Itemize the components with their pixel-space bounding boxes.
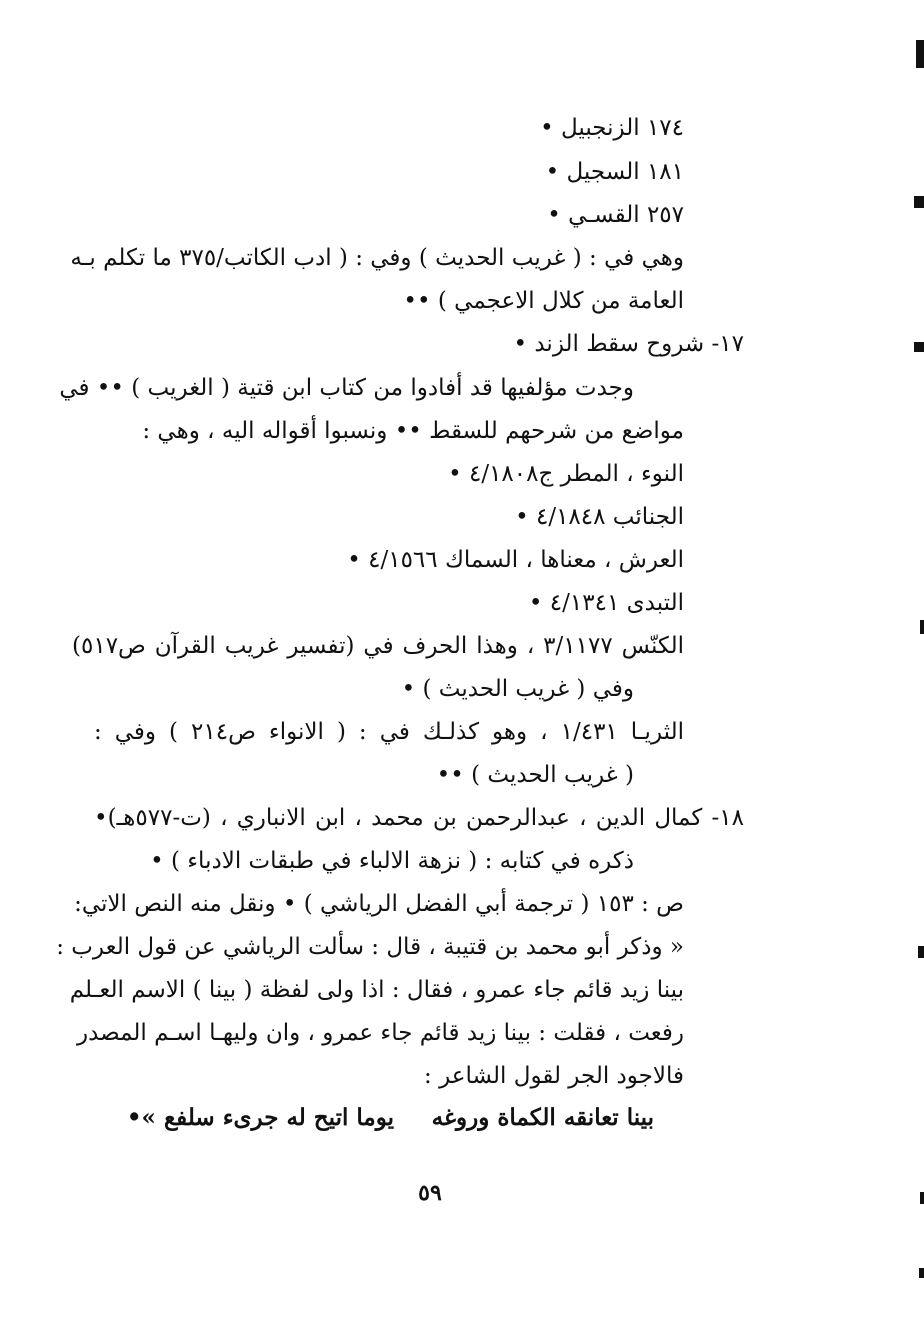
scan-edge-mark (916, 40, 924, 68)
text-line: مواضع من شرحهم للسقط •• ونسبوا أقواله اليه ، وهي : (142, 418, 684, 444)
section-heading: ١٧- شروح سقط الزند • (513, 331, 744, 357)
text-line: التبدى ٤/١٣٤١ • (528, 590, 684, 616)
text-line: الجنائب ٤/١٨٤٨ • (515, 504, 684, 530)
page-number: ٥٩ (418, 1180, 442, 1206)
scan-edge-mark (914, 342, 924, 352)
scan-edge-mark (919, 1268, 924, 1278)
text-line: ص : ١٥٣ ( ترجمة أبي الفضل الرياشي ) • ونقل منه النص الاتي: (74, 891, 684, 917)
text-line: الكنّس ٣/١١٧٧ ، وهذا الحرف في (تفسير غريب القرآن ص٥١٧) (72, 633, 684, 659)
text-line: وجدت مؤلفيها قد أفادوا من كتاب ابن قتية ( الغريب ) •• في (59, 375, 634, 401)
verse-hemistich-left: يوما اتيح له جرىء سلفع »• (126, 1104, 394, 1131)
section-heading: ١٨- كمال الدين ، عبدالرحمن بن محمد ، ابن الانباري ، (ت-٥٧٧هـ)• (94, 805, 744, 831)
text-line: ١٧٤ الزنجبيل • (540, 115, 684, 141)
text-line: وفي ( غريب الحديث ) • (401, 676, 634, 702)
scan-edge-mark (920, 1192, 924, 1204)
text-line: الثريـا ١/٤٣١ ، وهو كذلـك في : ( الانواء ص٢١٤ ) وفي : (94, 719, 684, 745)
text-line: بينا زيد قائم جاء عمرو ، فقال : اذا ولى لفظة ( بينا ) الاسم العـلم (69, 977, 684, 1003)
text-line: العامة من كلال الاعجمي ) •• (403, 288, 684, 314)
text-line: ( غريب الحديث ) •• (436, 762, 634, 788)
scan-edge-mark (914, 196, 924, 208)
verse-hemistich-right: بينا تعانقه الكماة وروغه (431, 1104, 654, 1131)
text-line: فالاجود الجر لقول الشاعر : (424, 1063, 684, 1089)
text-line: النوء ، المطر ج٤/١٨٠٨ • (448, 461, 684, 487)
text-line: ١٨١ السجيل • (545, 159, 684, 185)
text-line: وهي في : ( غريب الحديث ) وفي : ( ادب الكاتب/٣٧٥ ما تكلم بـه (70, 245, 684, 271)
scan-edge-mark (920, 620, 924, 634)
text-line: ٢٥٧ القسـي • (547, 202, 684, 228)
text-line: العرش ، معناها ، السماك ٤/١٥٦٦ • (347, 547, 684, 573)
scan-edge-mark (918, 946, 924, 958)
text-line: « وذكر أبو محمد بن قتيبة ، قال : سألت الرياشي عن قول العرب : (56, 934, 684, 960)
text-line: ذكره في كتابه : ( نزهة الالباء في طبقات الادباء ) • (150, 848, 634, 874)
text-line: رفعت ، فقلت : بينا زيد قائم جاء عمرو ، وان وليهـا اسـم المصدر (76, 1020, 684, 1046)
